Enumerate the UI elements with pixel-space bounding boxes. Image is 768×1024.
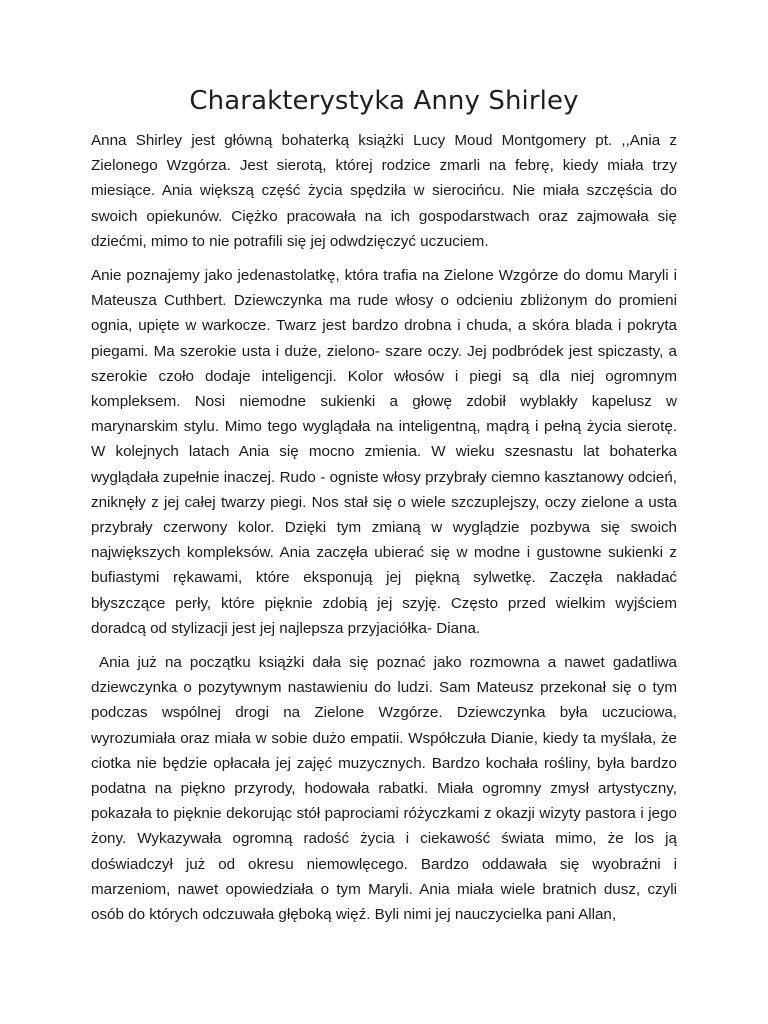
document-title: Charakterystyka Anny Shirley bbox=[189, 86, 579, 116]
paragraph-appearance: Anie poznajemy jako jedenastolatkę, która trafia na Zielone Wzgórze do domu Maryli i Mateusza Cuthbert. Dziewczynka ma rude włosy o odcieniu zbliżonym do promieni ognia, upięte w warkocze. Twarz jest bardzo drobna i chuda, a skóra blada i pokryta piegami. Ma szerokie usta i duże, zielono- szare oczy. Jej podbródek jest spiczasty, a szerokie czoło dodaje inteligencji. Kolor włosów i piegi są dla niej ogromnym kompleksem. Nosi niemodne sukienki a głowę zdobił wyblakły kapelusz w marynarskim stylu. Mimo tego wyglądała na inteligentną, mądrą i pełną życia sierotę. W kolejnych latach Ania się mocno zmienia. W wieku szesnastu lat bohaterka wyglądała zupełnie inaczej. Rudo - ogniste włosy przybrały ciemno kasztanowy odcień, zniknęły z jej całej twarzy piegi. Nos stał się o wiele szczuplejszy, oczy zielone a usta przybrały czerwony kolor. Dzięki tym zmianą w wyglądzie pozbywa się swoich największych kompleksów. Ania zaczęła ubierać się w modne i gustowne sukienki z bufiastymi rękawami, które eksponują jej piękną sylwetkę. Zaczęła nakładać błyszczące perły, które pięknie zdobią jej szyję. Często przed wielkim wyjściem doradcą od stylizacji jest jej najlepsza przyjaciółka- Diana. bbox=[91, 267, 677, 637]
document-body bbox=[91, 128, 677, 936]
paragraph-personality: Ania już na początku książki dała się poznać jako rozmowna a nawet gadatliwa dziewczynka o pozytywnym nastawieniu do ludzi. Sam Mateusz przekonał się o tym podczas wspólnej drogi na Zielone Wzgórze. Dziewczynka była uczuciowa, wyrozumiała oraz miała w sobie dużo empatii. Współczuła Dianie, kiedy ta myślała, że ciotka nie będzie opłacała jej zajęć muzycznych. Bardzo kochała rośliny, była bardzo podatna na piękno przyrody, hodowała rabatki. Miała ogromny zmysł artystyczny, pokazała to pięknie dekorując stół paprociami różyczkami z okazji wizyty pastora i jego żony. Wykazywała ogromną radość życia i ciekawość świata mimo, że los ją doświadczył już od okresu niemowlęcego. Bardzo oddawała się wyobraźni i marzeniom, nawet opowiedziała o tym Maryli. Ania miała wiele bratnich dusz, czyli osób do których odczuwała głęboką więź. Byli nimi jej nauczycielka pani Allan, bbox=[91, 654, 677, 924]
paragraph-intro: Anna Shirley jest główną bohaterką książki Lucy Moud Montgomery pt. ,,Ania z Zielonego Wzgórza. Jest sierotą, której rodzice zmarli na febrę, kiedy miała trzy miesiące. Ania większą część życia spędziła w sierocińcu. Nie miała szczęścia do swoich opiekunów. Ciężko pracowała na ich gospodarstwach oraz zajmowała się dziećmi, mimo to nie potrafili się jej odwdzięczyć uczuciem. bbox=[91, 132, 677, 250]
